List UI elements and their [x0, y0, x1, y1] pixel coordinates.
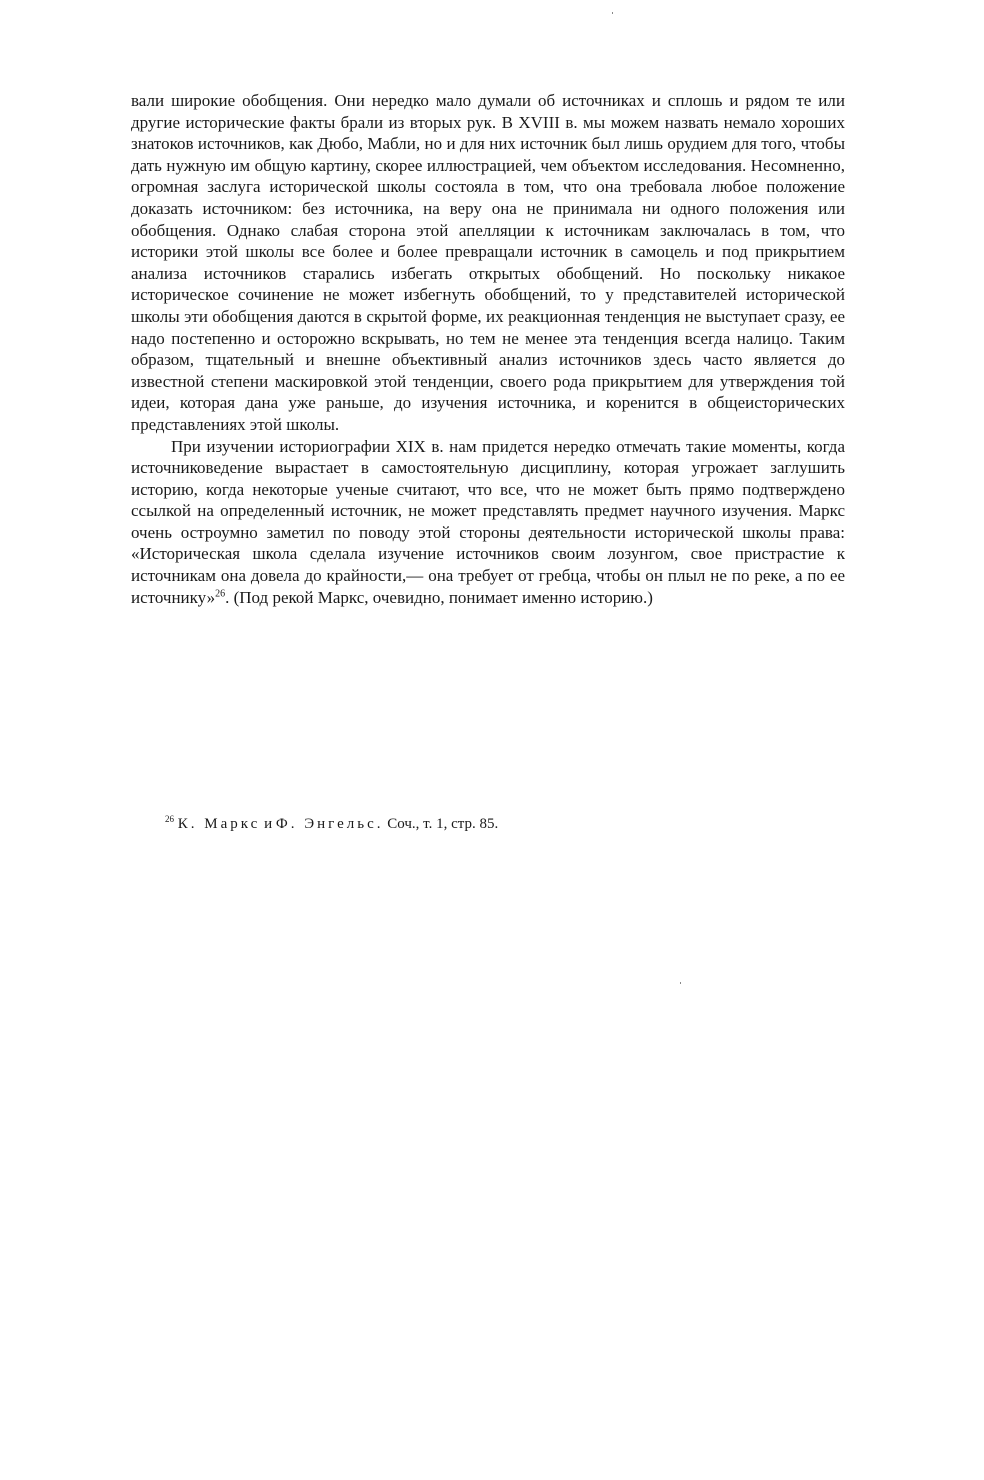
scan-speck: [612, 12, 613, 14]
footnote-author-2: Ф. Энгельс.: [275, 816, 384, 832]
paragraph-2-text-end: . (Под рекой Маркс, очевидно, понимает именно историю.): [225, 587, 653, 607]
paragraph-2: [131, 436, 845, 609]
footnote-citation: Соч., т. 1, стр. 85.: [387, 816, 499, 832]
footnote: [165, 814, 845, 834]
footnote-conj: и: [264, 816, 273, 832]
body-text: [131, 90, 845, 608]
footnote-number: 26: [165, 814, 174, 824]
paragraph-2-text: При изучении историографии XIX в. нам придется нередко отмечать такие моменты, когда источниковедение вырастает в самостоятельную дисциплину, которая угрожает заглушить историю, когда некоторые ученые считают, что все, что не может быть прямо подтверждено ссылкой на определенный источник, не может представлять предмет научного изучения. Маркс очень остроумно заметил по поводу этой стороны деятельности исторической школы права: «Историческая школа сделала изучение источников своим лозунгом, свое пристрастие к источникам она довела до крайности,— она требует от гребца, чтобы он плыл не по реке, а по ее источнику»: [131, 436, 845, 607]
footnote-ref: 26: [215, 588, 226, 599]
paragraph-1: вали широкие обобщения. Они нередко мало думали об источниках и сплошь и рядом те или другие исторические факты брали из вторых рук. В XVIII в. мы можем назвать немало хороших знатоков источников, как Дюбо, Мабли, но и для них источник был лишь орудием для того, чтобы дать нужную им общую картину, скорее иллюстрацией, чем объектом исследования. Несомненно, огромная заслуга исторической школы состояла в том, что она требовала любое положение доказать источником: без источника, на веру она не принимала ни одного положения или обобщения. Однако слабая сторона этой апелляции к источникам заключалась в том, что историки этой школы все более и более превращали источник в самоцель и под прикрытием анализа источников старались избегать открытых обобщений. Но поскольку никакое историческое сочинение не может избегнуть обобщений, то у представителей исторической школы эти обобщения даются в скрытой форме, их реакционная тенденция не выступает сразу, ее надо постепенно и осторожно вскрывать, но тем не менее эта тенденция всегда налицо. Таким образом, тщательный и внешне объективный анализ источников здесь часто является до известной степени маскировкой этой тенденции, своего рода прикрытием для утверждения той идеи, которая дана уже раньше, до изучения источника, и коренится в общеисторических представлениях этой школы.: [131, 91, 845, 434]
footnote-author-1: К. Маркс: [177, 816, 261, 832]
scan-speck: [680, 982, 681, 984]
